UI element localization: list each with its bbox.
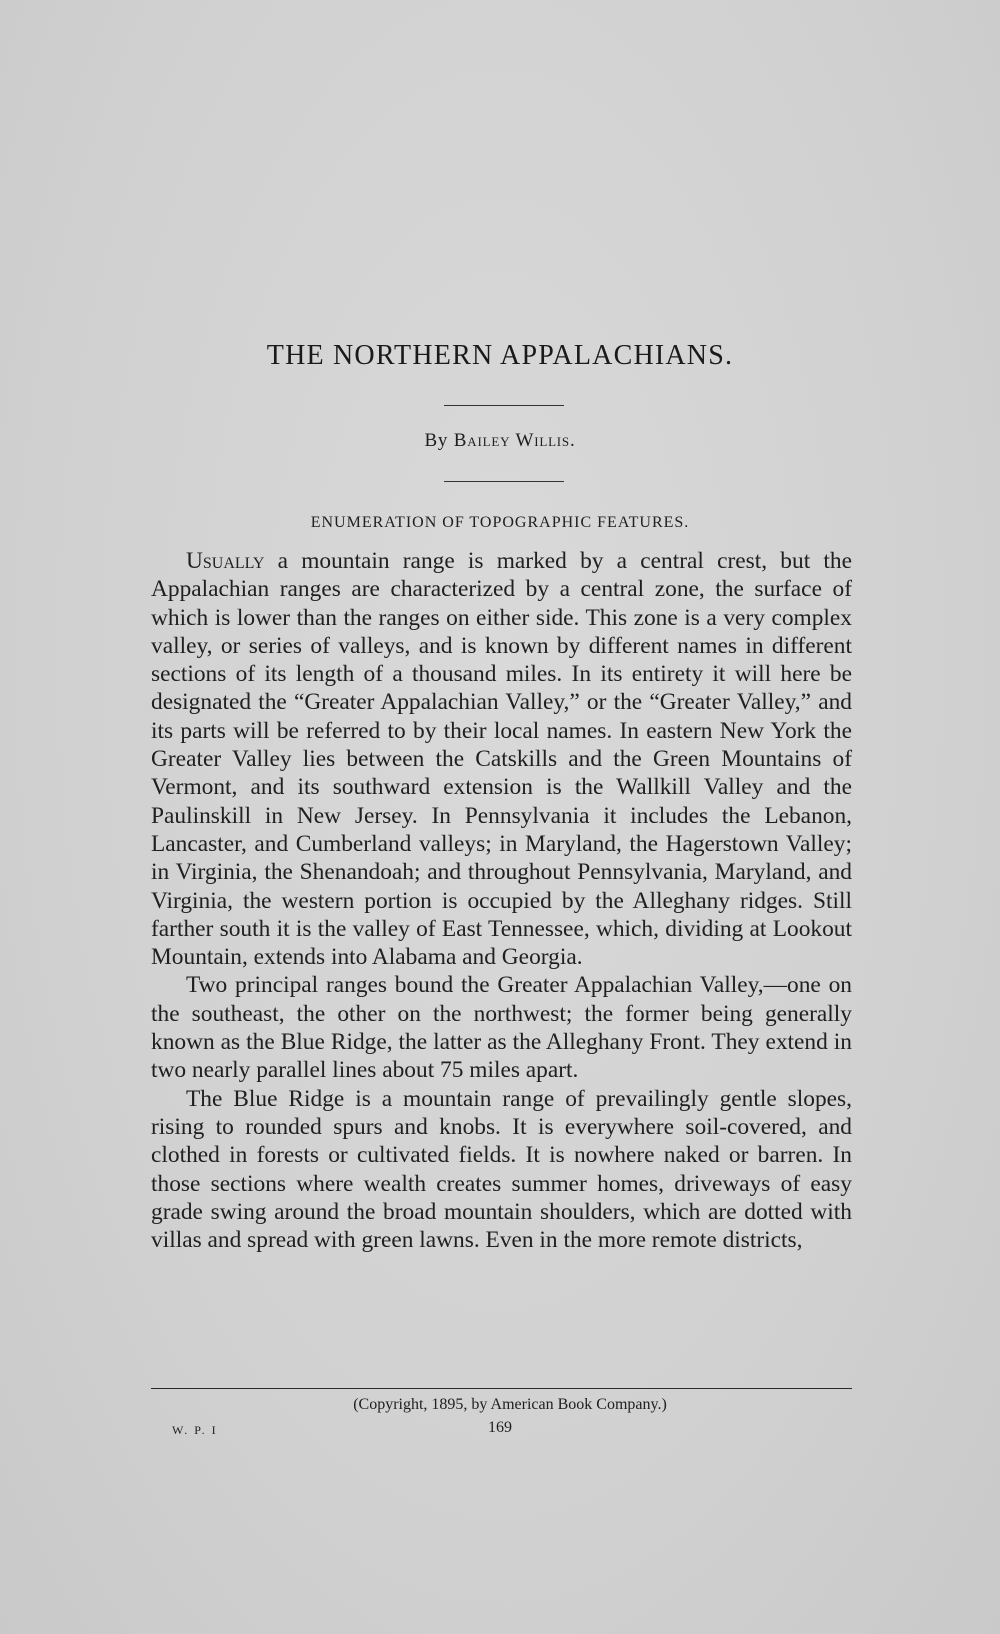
- body-text: [151, 547, 852, 1254]
- page-number: 169: [488, 1419, 512, 1436]
- author-name: Bailey Willis.: [453, 430, 576, 451]
- paragraph: The Blue Ridge is a mountain range of prevailingly gentle slopes, rising to rounded spurs and knobs. It is everywhere soil-covered, and clothed in forests or cultivated fields. It is nowhere naked or barren. In those sections where wealth creates summer homes, driveways of easy grade swing around the broad mountain shoulders, which are dotted with villas and spread with green lawns. Even in the more remote districts,: [151, 1085, 852, 1254]
- paragraph-text: a mountain range is marked by a central crest, but the Appalachian ranges are characterized by a central zone, the surface of which is lower than the ranges on either side. This zone is a very complex valley, or series of valleys, and is known by different names in different sections of its length of a thousand miles. In its entirety it will here be designated the “Greater Appalachian Valley,” or the “Greater Valley,” and its parts will be referred to by their local names. In eastern New York the Greater Valley lies between the Catskills and the Green Mountains of Vermont, and its southward extension is the Wallkill Valley and the Paulinskill in New Jersey. In Pennsylvania it includes the Lebanon, Lancaster, and Cumberland valleys; in Maryland, the Hagerstown Valley; in Virginia, the Shenandoah; and throughout Pennsylvania, Maryland, and Virginia, the western portion is occupied by the Alleghany ridges. Still farther south it is the valley of East Tennessee, which, dividing at Lookout Mountain, extends into Alabama and Georgia.: [151, 548, 852, 971]
- printer-signature: W. P. I: [172, 1423, 218, 1437]
- title-divider: [444, 405, 564, 406]
- byline-prefix: By: [424, 430, 449, 451]
- byline: [0, 430, 1000, 452]
- footer-rule: [151, 1388, 852, 1389]
- article-title: THE NORTHERN APPALACHIANS.: [266, 340, 734, 371]
- section-heading: ENUMERATION OF TOPOGRAPHIC FEATURES.: [310, 514, 690, 531]
- paragraph: Two principal ranges bound the Greater Appalachian Valley,—one on the southeast, the other on the northwest; the former being generally known as the Blue Ridge, the latter as the Alleghany Front. They extend in two nearly parallel lines about 75 miles apart.: [151, 972, 852, 1084]
- paragraph-lead-word: Usually: [186, 548, 265, 574]
- byline-divider: [444, 481, 564, 482]
- copyright-notice: (Copyright, 1895, by American Book Company.): [353, 1396, 667, 1413]
- paragraph: [151, 547, 852, 971]
